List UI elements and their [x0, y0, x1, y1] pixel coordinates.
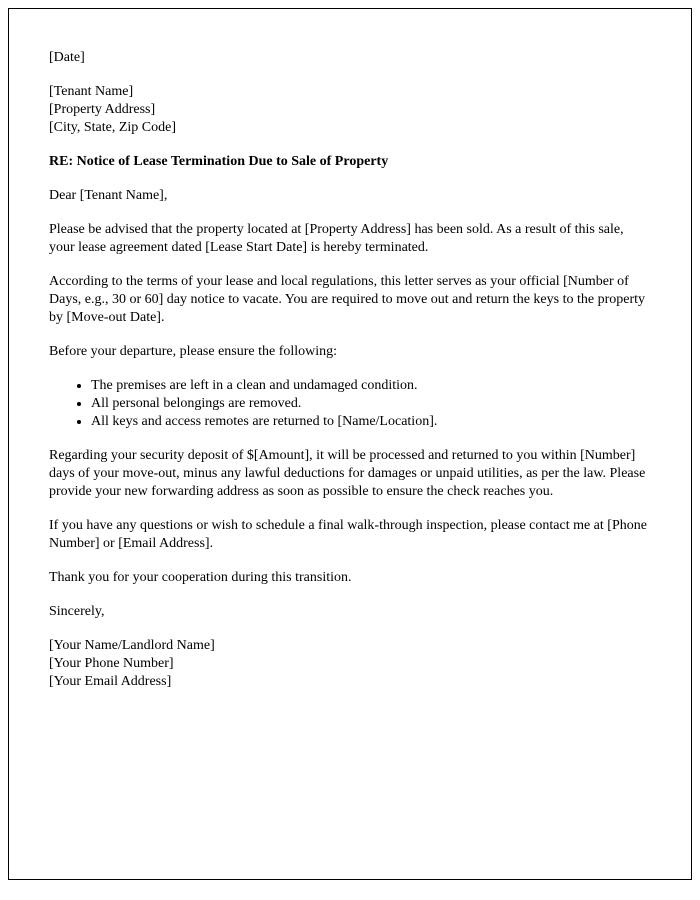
signature-email: [Your Email Address]	[49, 674, 172, 689]
checklist-item-clean-condition: • The premises are left in a clean and undamaged condition.	[91, 377, 651, 395]
paragraph-security-deposit: Regarding your security deposit of $[Amount], it will be processed and returned to you within [Number] days of your move-out, minus any lawful deductions for damages or unpaid utilities, as per the law. Please provide your new forwarding address as soon as possible to ensure the check reaches you.	[49, 448, 646, 499]
paragraph-notice-to-vacate: According to the terms of your lease and local regulations, this letter serves as your official [Number of Days, e.g., 30 or 60] day notice to vacate. You are required to move out and return the keys to the property by [Move-out Date].	[49, 274, 645, 325]
closing: Sincerely,	[49, 604, 105, 619]
letter-body	[9, 9, 691, 691]
recipient-name: [Tenant Name]	[49, 84, 134, 99]
checklist-item-keys-returned: • All keys and access remotes are returned to [Name/Location].	[91, 413, 651, 431]
letter-date: [Date]	[49, 50, 85, 65]
checklist-item-belongings-removed: • All personal belongings are removed.	[91, 395, 651, 413]
paragraph-thanks: Thank you for your cooperation during this transition.	[49, 570, 352, 585]
letter-page	[8, 8, 692, 880]
paragraph-sale-notice: Please be advised that the property located at [Property Address] has been sold. As a result of this sale, your lease agreement dated [Lease Start Date] is hereby terminated.	[49, 222, 624, 255]
paragraph-questions: If you have any questions or wish to schedule a final walk-through inspection, please contact me at [Phone Number] or [Email Address].	[49, 518, 647, 551]
signature-name: [Your Name/Landlord Name]	[49, 638, 215, 653]
signature-block	[49, 637, 651, 691]
signature-phone: [Your Phone Number]	[49, 656, 174, 671]
departure-checklist	[49, 377, 651, 431]
paragraph-departure-intro: Before your departure, please ensure the following:	[49, 344, 338, 359]
letter-subject: RE: Notice of Lease Termination Due to Sale of Property	[49, 154, 389, 169]
salutation: Dear [Tenant Name],	[49, 188, 168, 203]
recipient-city-state-zip: [City, State, Zip Code]	[49, 120, 177, 135]
recipient-property-address: [Property Address]	[49, 102, 156, 117]
recipient-address-block	[49, 83, 651, 137]
